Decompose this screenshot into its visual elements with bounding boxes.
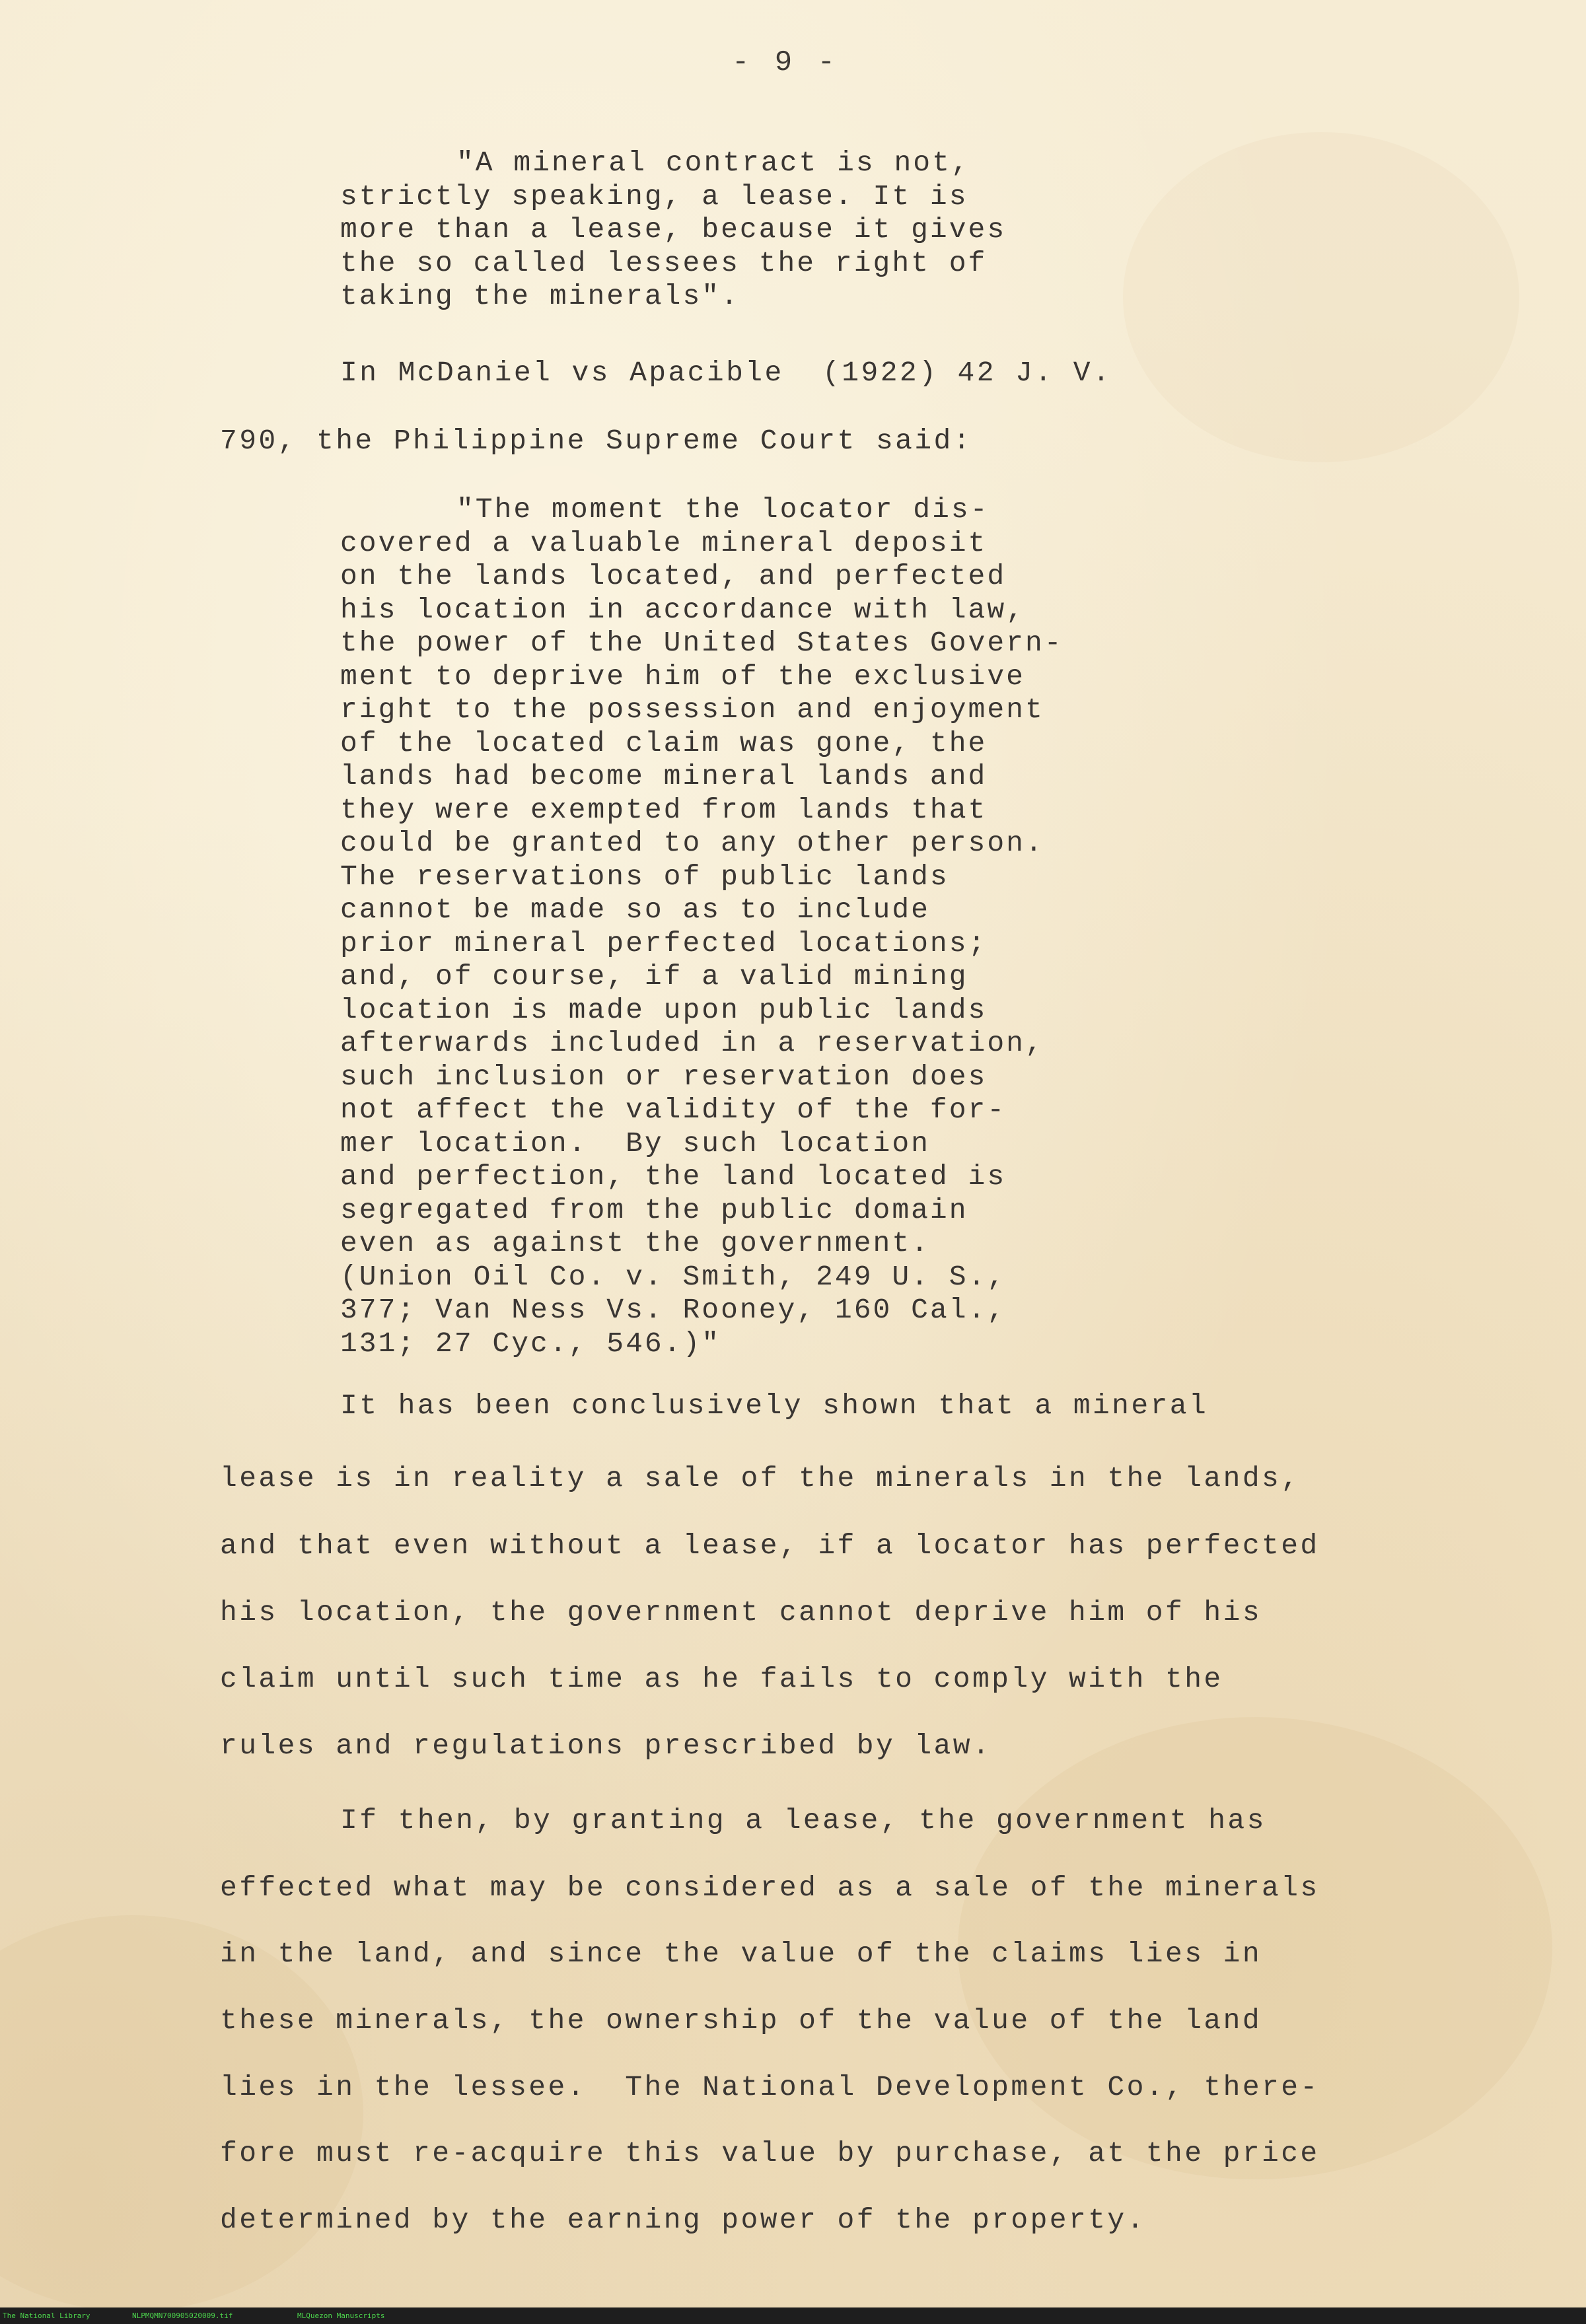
footer-library: The National Library [3,2311,90,2320]
quote-line: taking the minerals". [340,280,740,312]
quote-line: his location in accordance with law, [340,593,1025,626]
quote-line: afterwards included in a reservation, [340,1027,1044,1059]
archive-footer-bar [0,2307,1586,2324]
quote-line: they were exempted from lands that [340,793,988,826]
page-number: - 9 - [732,46,840,79]
quote-mineral-contract [340,147,1006,314]
paper-stain [0,1915,363,2311]
quote-line: more than a lease, because it gives [340,213,1007,246]
quote-line: lands had become mineral lands and [340,760,988,792]
paragraph-line: determined by the earning power of the property. [220,2204,1146,2236]
quote-line: could be granted to any other person. [340,827,1044,859]
paper-stain [1123,132,1519,462]
paragraph-line: If then, by granting a lease, the government has [340,1804,1266,1837]
quote-line: on the lands located, and perfected [340,560,1007,592]
quote-line: and perfection, the land located is [340,1160,1007,1193]
quote-line: such inclusion or reservation does [340,1060,988,1093]
paragraph-line: in the land, and since the value of the claims lies in [220,1938,1262,1970]
quote-line: strictly speaking, a lease. It is [340,180,968,213]
quote-line: 131; 27 Cyc., 546.)" [340,1327,721,1360]
quote-line: right to the possession and enjoyment [340,693,1044,726]
footer-collection: MLQuezon Manuscripts [297,2311,385,2320]
paragraph-line: It has been conclusively shown that a mineral [340,1390,1209,1422]
quote-line: the so called lessees the right of [340,246,988,279]
paragraph-line: lease is in reality a sale of the minerals in the lands, [220,1462,1301,1495]
quote-line: the power of the United States Govern- [340,627,1063,659]
paragraph-line: fore must re-acquire this value by purchase, at the price [220,2137,1320,2169]
quote-mcdaniel-apacible [340,493,1063,1360]
paragraph-line: and that even without a lease, if a locator has perfected [220,1530,1320,1562]
quote-line: "The moment the locator dis- [456,493,990,526]
quote-line: not affect the validity of the for- [340,1094,1007,1126]
quote-line: (Union Oil Co. v. Smith, 249 U. S., [340,1260,1007,1293]
quote-line: even as against the government. [340,1227,930,1259]
quote-line: covered a valuable mineral deposit [340,526,988,559]
paragraph-line: effected what may be considered as a sale of the minerals [220,1872,1320,1904]
paragraph-line: claim until such time as he fails to comply with the [220,1663,1223,1695]
quote-line: mer location. By such location [340,1127,930,1160]
paragraph-line: his location, the government cannot deprive him of his [220,1596,1262,1629]
intro-line: 790, the Philippine Supreme Court said: [220,425,972,457]
paragraph-line: rules and regulations prescribed by law. [220,1730,992,1762]
quote-line: location is made upon public lands [340,993,988,1026]
quote-line: cannot be made so as to include [340,894,930,926]
quote-line: prior mineral perfected locations; [340,927,988,960]
quote-line: "A mineral contract is not, [456,147,970,179]
footer-filename: NLPMQMN700905020009.tif [132,2311,233,2320]
quote-line: The reservations of public lands [340,860,949,893]
quote-line: ment to deprive him of the exclusive [340,660,1025,693]
quote-line: 377; Van Ness Vs. Rooney, 160 Cal., [340,1294,1007,1326]
quote-line: segregated from the public domain [340,1193,968,1226]
paragraph-line: these minerals, the ownership of the value of the land [220,2004,1262,2037]
intro-line: In McDaniel vs Apacible (1922) 42 J. V. [340,357,1112,389]
paragraph-line: lies in the lessee. The National Development Co., there- [220,2071,1320,2103]
quote-line: and, of course, if a valid mining [340,960,968,993]
quote-line: of the located claim was gone, the [340,726,988,759]
